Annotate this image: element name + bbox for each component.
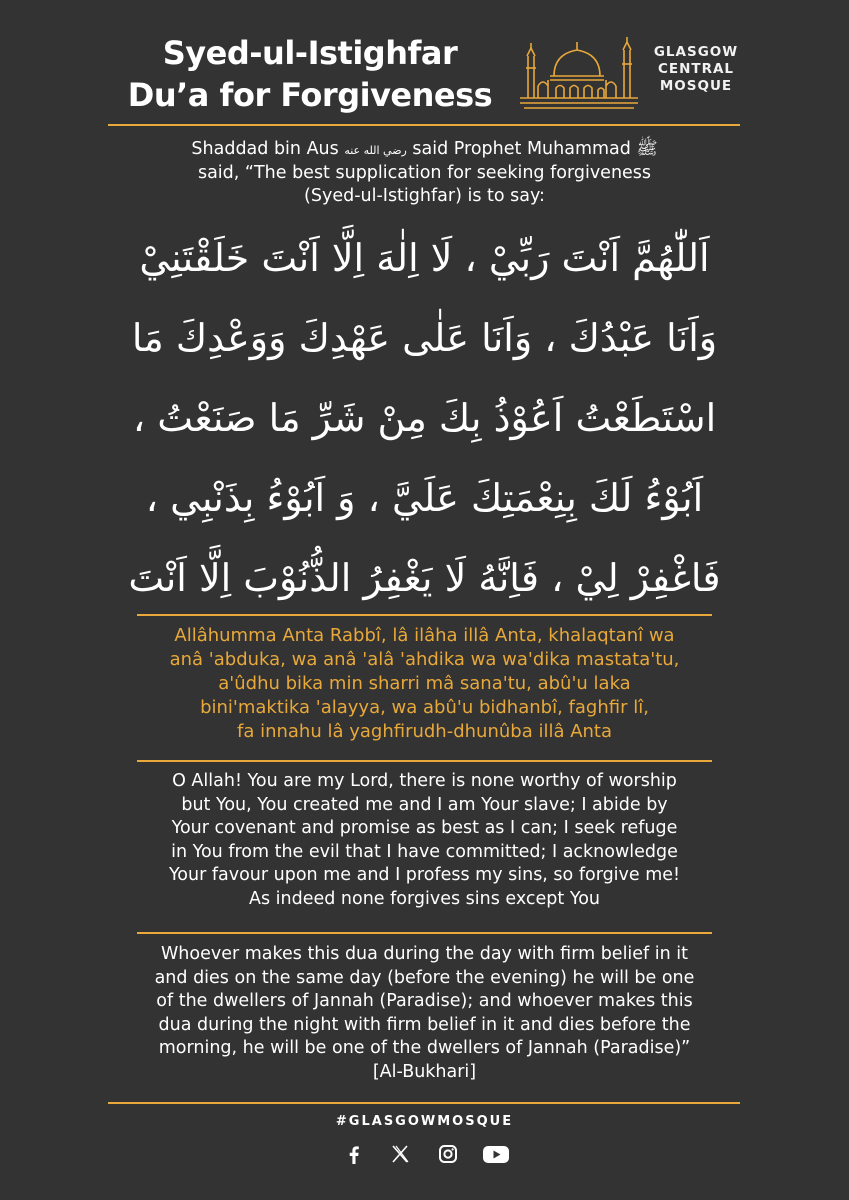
divider-transliteration [137,760,712,762]
translation-line: in You from the evil that I have committed; I acknowledge [171,841,678,862]
title-block [100,32,520,116]
page-title: Syed-ul-Istighfar [162,34,458,72]
hadith-text [50,943,799,1084]
transliteration [60,624,789,744]
page-subtitle: Du’a for Forgiveness [127,76,493,114]
youtube-icon[interactable] [482,1142,510,1166]
hadith-line: and dies on the same day (before the evening) he will be one [154,967,695,988]
divider-bottom [108,1102,740,1104]
honorific-text: رضي الله عنه [344,144,407,157]
x-icon[interactable] [388,1142,412,1166]
transliteration-line: fa innahu lâ yaghfirudh-dhunûba illâ Anta [236,721,613,742]
logo-text: GLASGOW CENTRAL MOSQUE [653,44,739,94]
divider-top [108,124,740,126]
facebook-icon[interactable] [342,1142,366,1166]
translation [60,770,789,911]
transliteration-line: bini'maktika 'alayya, wa abû'u bidhanbî, faghfir lî, [200,697,649,718]
divider-translation [137,932,712,934]
arabic-dua [70,218,779,618]
transliteration-line: a'ûdhu bika min sharri mâ sana'tu, abû'u laka [218,673,631,694]
arabic-line: وَاَنَا عَبْدُكَ ، وَاَنَا عَلٰى عَهْدِكَ وَوَعْدِكَ مَا [131,316,718,360]
translation-line: O Allah! You are my Lord, there is none worthy of worship [172,771,677,791]
arabic-line: اسْتَطَعْتُ اَعُوْذُ بِكَ مِنْ شَرِّ مَا صَنَعْتُ ، [132,396,717,440]
translation-line: but You, You created me and I am Your slave; I abide by [181,794,668,815]
hadith-line: dua during the night with firm belief in it and dies before the [158,1014,691,1035]
social-links [340,1142,510,1170]
header [0,28,849,118]
hashtag: #GLASGOWMOSQUE [335,1114,514,1129]
hadith-line: morning, he will be one of the dwellers of Jannah (Paradise)” [158,1038,691,1058]
transliteration-line: anâ 'abduka, wa anâ 'alâ 'ahdika wa wa'dika mastata'tu, [169,649,680,670]
hadith-source: [Al-Bukhari] [372,1061,477,1082]
instagram-icon[interactable] [436,1142,460,1166]
hadith-line: of the dwellers of Jannah (Paradise); and whoever makes this [156,991,693,1011]
mosque-logo [518,36,748,118]
mosque-icon [518,36,643,118]
translation-line: As indeed none forgives sins except You [248,888,600,909]
translation-line: Your covenant and promise as best as I can; I seek refuge [171,818,678,838]
hadith-line: Whoever makes this dua during the day with firm belief in it [160,944,689,964]
arabic-line: فَاغْفِرْ لِيْ ، فَاِنَّهُ لَا يَغْفِرُ الذُّنُوْبَ اِلَّا اَنْتَ [128,556,721,600]
translation-line: Your favour upon me and I profess my sins, so forgive me! [168,865,681,885]
arabic-line: اَللّٰهُمَّ اَنْتَ رَبِّيْ ، لَا اِلٰهَ اِلَّا اَنْتَ خَلَقْتَنِيْ [139,236,710,280]
intro-text: Shaddad bin Aus رضي الله عنه said Prophet Muhammad ﷺ said, “The best supplication for seeking forgiveness (Syed-ul-Istighfar) is to say: [191,139,658,206]
arabic-line: اَبُوْءُ لَكَ بِنِعْمَتِكَ عَلَيَّ ، وَ اَبُوْءُ بِذَنْبِي ، [145,476,704,520]
transliteration-line: Allâhumma Anta Rabbî, lâ ilâha illâ Anta, khalaqtanî wa [174,625,675,646]
salutation-text: ﷺ [636,139,658,159]
divider-arabic [137,614,712,616]
